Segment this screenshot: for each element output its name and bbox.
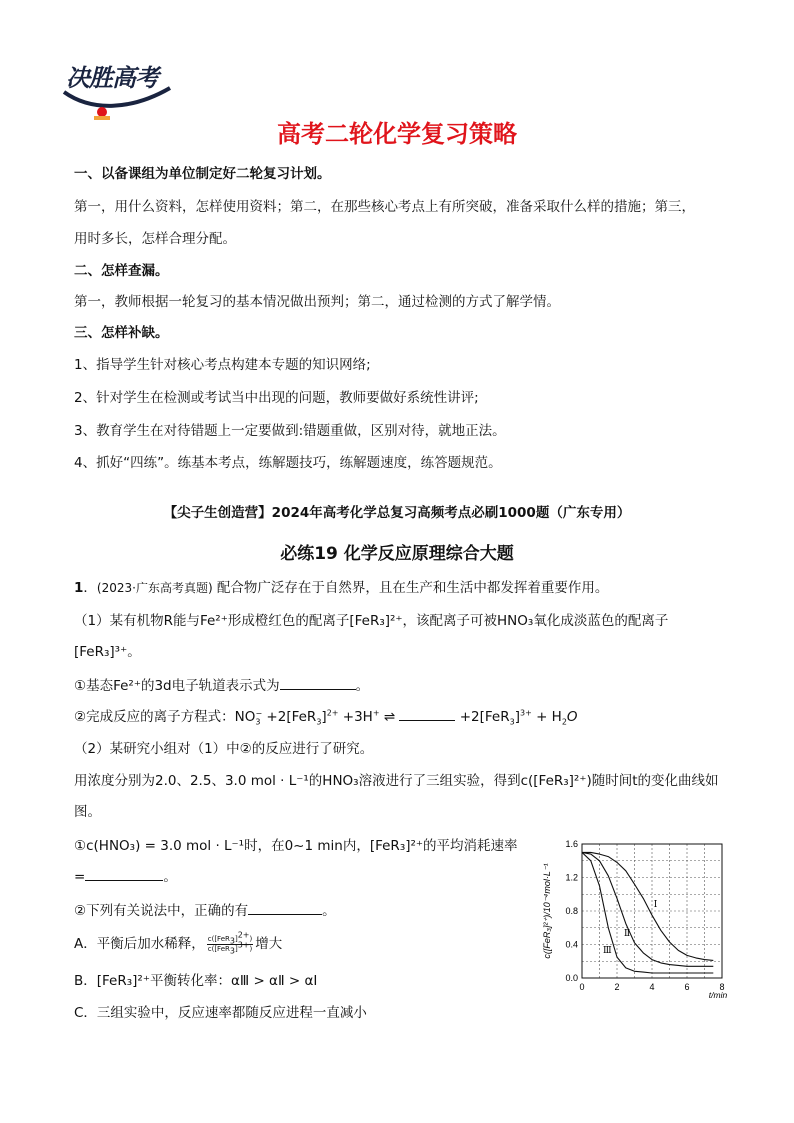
practice-title: 必练19 化学反应原理综合大题	[280, 544, 514, 564]
y-tick-label: 0.8	[565, 906, 578, 916]
answer-blank-3[interactable]	[85, 866, 163, 881]
section-heading-3: 三、怎样补缺。	[74, 325, 169, 341]
series-line-2	[582, 852, 713, 966]
x-tick-label: 2	[614, 982, 620, 992]
list-item: 2、针对学生在检测或考试当中出现的问题，教师要做好系统性讲评;	[74, 390, 479, 406]
paragraph-2: 第一，教师根据一轮复习的基本情况做出预判；第二，通过检测的方式了解学情。	[74, 294, 560, 310]
series-label: Ⅰ	[653, 899, 658, 910]
concentration-time-chart	[538, 834, 734, 1020]
y-tick-label: 1.2	[565, 872, 578, 883]
y-axis-label: c([FeR₃]²⁺)/10⁻⁴mol·L⁻¹	[542, 863, 552, 959]
fraction: $\frac{c([FeR_3]^{2+})}{c([FeR_3]^{3+})}$	[207, 930, 253, 955]
question-intro: 1．(2023·广东高考真题) 配合物广泛存在于自然界，且在生产和生活中都发挥着重要作用。	[74, 580, 609, 596]
part-2-desc-line-2: 图。	[74, 804, 101, 820]
logo-text: 决胜高考	[66, 63, 158, 92]
question-source: (2023·广东高考真题)	[96, 581, 213, 595]
x-tick-label: 4	[649, 982, 655, 992]
section-heading-2: 二、怎样查漏。	[74, 263, 169, 279]
part-2-desc-line-1: 用浓度分别为2.0、2.5、3.0 mol · L⁻¹的HNO₃溶液进行了三组实验，得到c([FeR₃]²⁺)随时间t的变化曲线如	[74, 773, 719, 789]
question-intro-text: 配合物广泛存在于自然界，且在生产和生活中都发挥着重要作用。	[216, 580, 609, 596]
option-c: C．三组实验中，反应速率都随反应进程一直减小	[74, 1005, 367, 1021]
x-tick-label: 6	[684, 982, 690, 992]
part-1-text: （1）某有机物R能与Fe²⁺形成橙红色的配离子[FeR₃]²⁺，该配离子可被HNO₃氧化成淡蓝色的配离子	[74, 613, 669, 629]
y-tick-label: 1.6	[565, 839, 578, 849]
question-number: 1	[74, 580, 84, 596]
option-a-suffix: 增大	[255, 936, 283, 952]
series-line-3	[582, 852, 713, 973]
part-2-text: （2）某研究小组对（1）中②的反应进行了研究。	[74, 741, 374, 757]
option-a	[74, 930, 283, 955]
paragraph-1-line-1: 第一，用什么资料，怎样使用资料；第二，在那些核心考点上有所突破，准备采取什么样的措施；第三，	[74, 199, 695, 215]
answer-blank-4[interactable]	[248, 900, 322, 915]
list-item: 3、教育学生在对待错题上一定要做到:错题重做，区别对待，就地正法。	[74, 423, 506, 439]
sub-question-2	[74, 706, 578, 727]
sub-question-3-line-1: ①c(HNO₃) = 3.0 mol · L⁻¹时，在0~1 min内，[FeR₃]²⁺的平均消耗速率	[74, 838, 518, 854]
answer-blank-2[interactable]	[399, 706, 455, 721]
sub-question-1: ①基态Fe²⁺的3d电子轨道表示式为 。	[74, 675, 369, 696]
sub-question-4-text: ②下列有关说法中，正确的有	[74, 903, 249, 919]
series-banner: 【尖子生创造营】2024年高考化学总复习高频考点必刷1000题（广东专用）	[163, 505, 631, 521]
equation: $NO_3^- +2[FeR_3]^{2+} +3H^+$ ⇌ $+2[FeR_3]^{3+} + H_2O$	[235, 709, 578, 725]
y-tick-label: 0.0	[565, 973, 578, 983]
sub-question-1-text: ①基态Fe²⁺的3d电子轨道表示式为	[74, 678, 280, 694]
page-title: 高考二轮化学复习策略	[277, 120, 517, 148]
list-item: 4、抓好“四练”。练基本考点，练解题技巧，练解题速度，练答题规范。	[74, 455, 502, 471]
x-tick-label: 8	[719, 982, 725, 992]
list-item: 1、指导学生针对核心考点构建本专题的知识网络;	[74, 357, 371, 373]
x-tick-label: 0	[579, 982, 585, 992]
series-label: Ⅱ	[624, 929, 631, 940]
answer-blank-1[interactable]	[280, 675, 356, 690]
section-heading-1: 一、以备课组为单位制定好二轮复习计划。	[74, 166, 331, 182]
series-label: Ⅲ	[603, 945, 612, 956]
paragraph-1-line-2: 用时多长，怎样合理分配。	[74, 231, 236, 247]
sub-question-2-text: ②完成反应的离子方程式：	[74, 709, 235, 725]
option-b: B．[FeR₃]²⁺平衡转化率：αⅢ > αⅡ > αⅠ	[74, 973, 318, 989]
y-tick-label: 0.4	[565, 939, 578, 950]
option-a-text: A．平衡后加水稀释，	[74, 936, 205, 952]
equals-sign: =	[74, 869, 86, 885]
sub-question-3-line-2: = 。	[74, 866, 177, 887]
sub-question-4: ②下列有关说法中，正确的有 。	[74, 900, 336, 921]
part-1-text-cont: [FeR₃]³⁺。	[74, 644, 141, 660]
x-axis-label: t/min	[708, 990, 728, 1000]
